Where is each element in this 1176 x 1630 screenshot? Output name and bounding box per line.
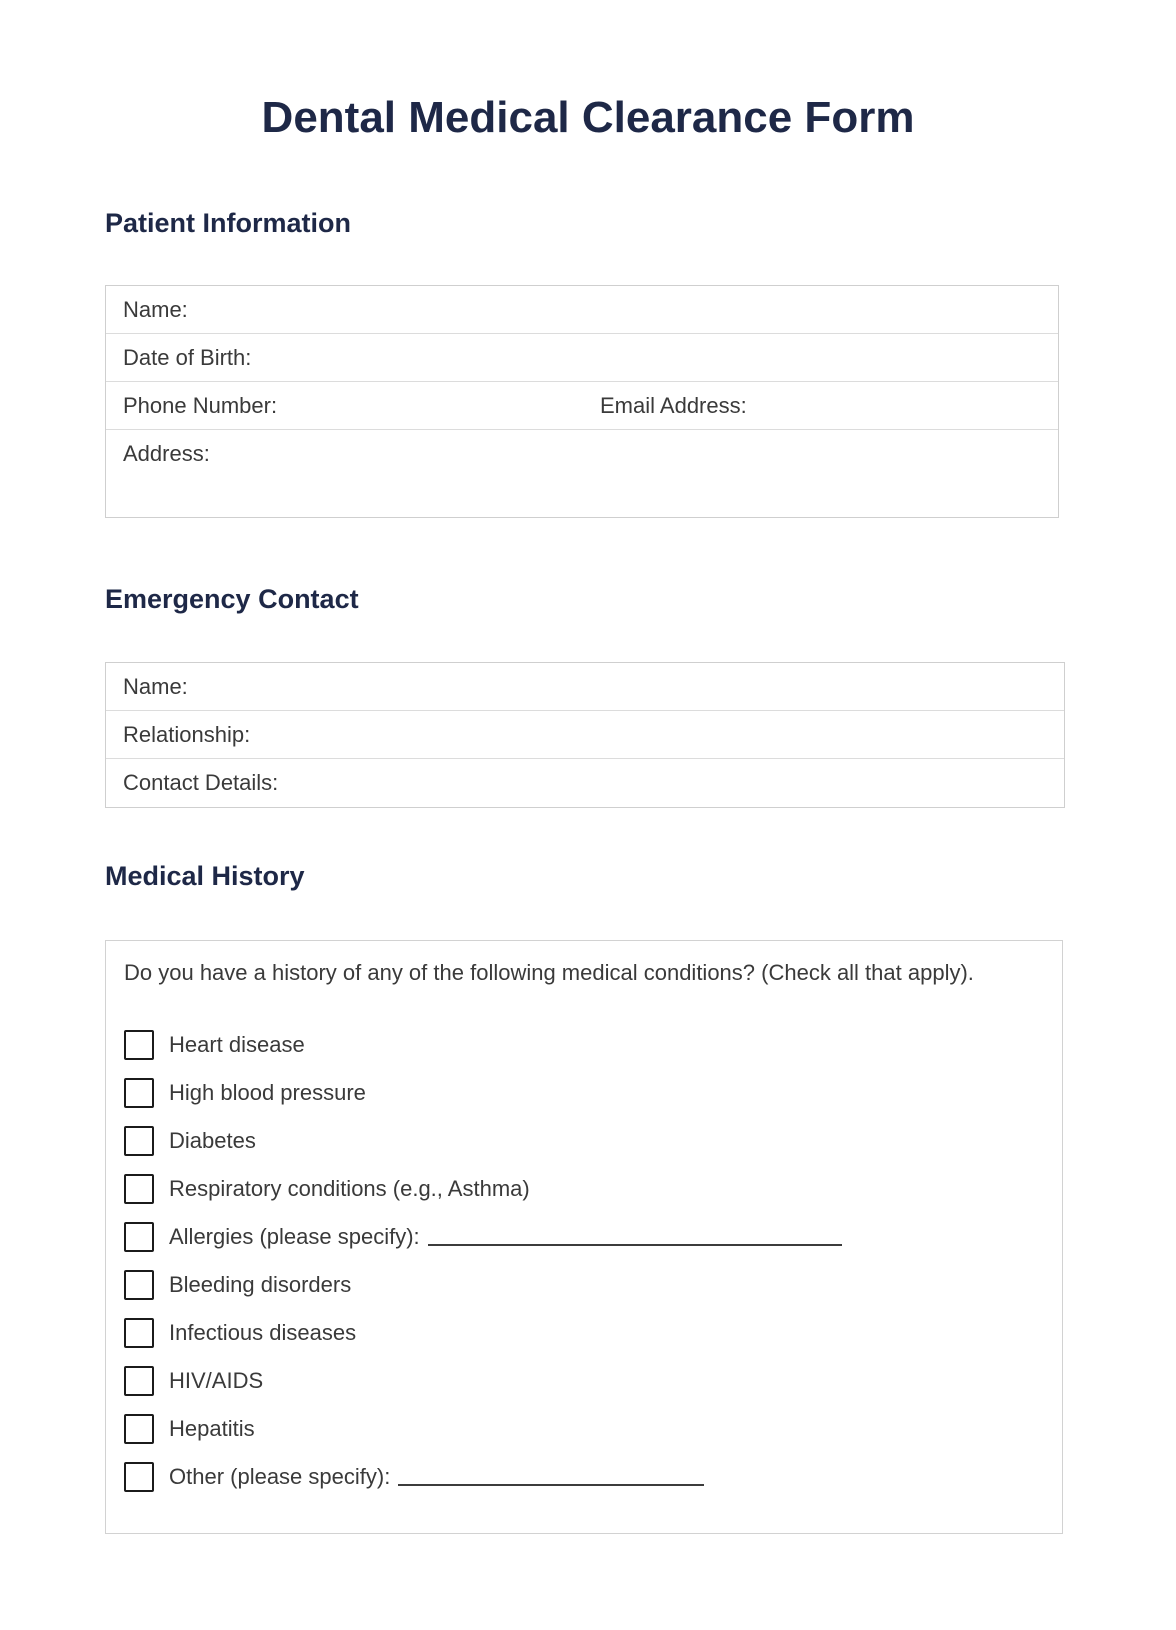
checkbox-label-hepatitis: Hepatitis xyxy=(169,1416,255,1441)
field-row-address[interactable] xyxy=(106,430,1058,517)
form-content xyxy=(0,207,1176,1534)
allergies-specify-line[interactable] xyxy=(428,1228,842,1246)
field-row-contact-details[interactable] xyxy=(106,759,1064,807)
field-label-date-of-birth: Date of Birth: xyxy=(123,345,252,370)
medical-history-question: Do you have a history of any of the following medical conditions? (Check all that apply). xyxy=(124,960,974,985)
patient-info-table xyxy=(105,285,1059,518)
field-row-date-of-birth[interactable] xyxy=(106,334,1058,382)
emergency-contact-table xyxy=(105,662,1065,808)
checkbox-label-diabetes: Diabetes xyxy=(169,1128,256,1153)
checkbox-label-allergies: Allergies (please specify): xyxy=(169,1224,420,1249)
medical-history-box xyxy=(105,940,1063,1534)
field-row-phone-email[interactable] xyxy=(106,382,1058,430)
checkbox-row-infectious-diseases xyxy=(124,1309,1062,1357)
section-heading-patient-information: Patient Information xyxy=(105,208,352,238)
checkbox-label-infectious-diseases: Infectious diseases xyxy=(169,1320,357,1345)
field-label-relationship: Relationship: xyxy=(123,722,251,747)
checkbox-other[interactable] xyxy=(124,1462,154,1492)
checkbox-respiratory-conditions[interactable] xyxy=(124,1174,154,1204)
field-label-emergency-name: Name: xyxy=(123,674,188,699)
section-heading-medical-history: Medical History xyxy=(105,861,305,891)
field-label-patient-name: Name: xyxy=(123,297,188,322)
checkbox-diabetes[interactable] xyxy=(124,1126,154,1156)
checkbox-high-blood-pressure[interactable] xyxy=(124,1078,154,1108)
field-row-patient-name[interactable] xyxy=(106,286,1058,334)
checkbox-infectious-diseases[interactable] xyxy=(124,1318,154,1348)
checkbox-row-bleeding-disorders xyxy=(124,1261,1062,1309)
other-specify-line[interactable] xyxy=(398,1468,704,1486)
checkbox-allergies[interactable] xyxy=(124,1222,154,1252)
field-label-address: Address: xyxy=(123,441,210,466)
checkbox-row-allergies xyxy=(124,1213,1062,1261)
medical-conditions-checklist xyxy=(106,1021,1062,1533)
checkbox-bleeding-disorders[interactable] xyxy=(124,1270,154,1300)
field-label-email-address: Email Address: xyxy=(600,393,747,418)
checkbox-label-heart-disease: Heart disease xyxy=(169,1032,305,1057)
checkbox-row-respiratory-conditions xyxy=(124,1165,1062,1213)
form-title: Dental Medical Clearance Form xyxy=(261,93,915,142)
section-heading-emergency-contact: Emergency Contact xyxy=(105,584,359,614)
checkbox-row-heart-disease xyxy=(124,1021,1062,1069)
checkbox-hiv-aids[interactable] xyxy=(124,1366,154,1396)
field-row-relationship[interactable] xyxy=(106,711,1064,759)
checkbox-row-diabetes xyxy=(124,1117,1062,1165)
checkbox-label-other: Other (please specify): xyxy=(169,1464,391,1489)
checkbox-hepatitis[interactable] xyxy=(124,1414,154,1444)
checkbox-row-hepatitis xyxy=(124,1405,1062,1453)
checkbox-heart-disease[interactable] xyxy=(124,1030,154,1060)
checkbox-row-hiv-aids xyxy=(124,1357,1062,1405)
field-row-emergency-name[interactable] xyxy=(106,663,1064,711)
checkbox-row-high-blood-pressure xyxy=(124,1069,1062,1117)
checkbox-label-high-blood-pressure: High blood pressure xyxy=(169,1080,366,1105)
checkbox-label-hiv-aids: HIV/AIDS xyxy=(169,1368,264,1393)
checkbox-label-respiratory-conditions: Respiratory conditions (e.g., Asthma) xyxy=(169,1176,530,1201)
checkbox-label-bleeding-disorders: Bleeding disorders xyxy=(169,1272,352,1297)
field-label-phone-number: Phone Number: xyxy=(123,393,278,418)
field-label-contact-details: Contact Details: xyxy=(123,770,279,795)
checkbox-row-other xyxy=(124,1453,1062,1501)
